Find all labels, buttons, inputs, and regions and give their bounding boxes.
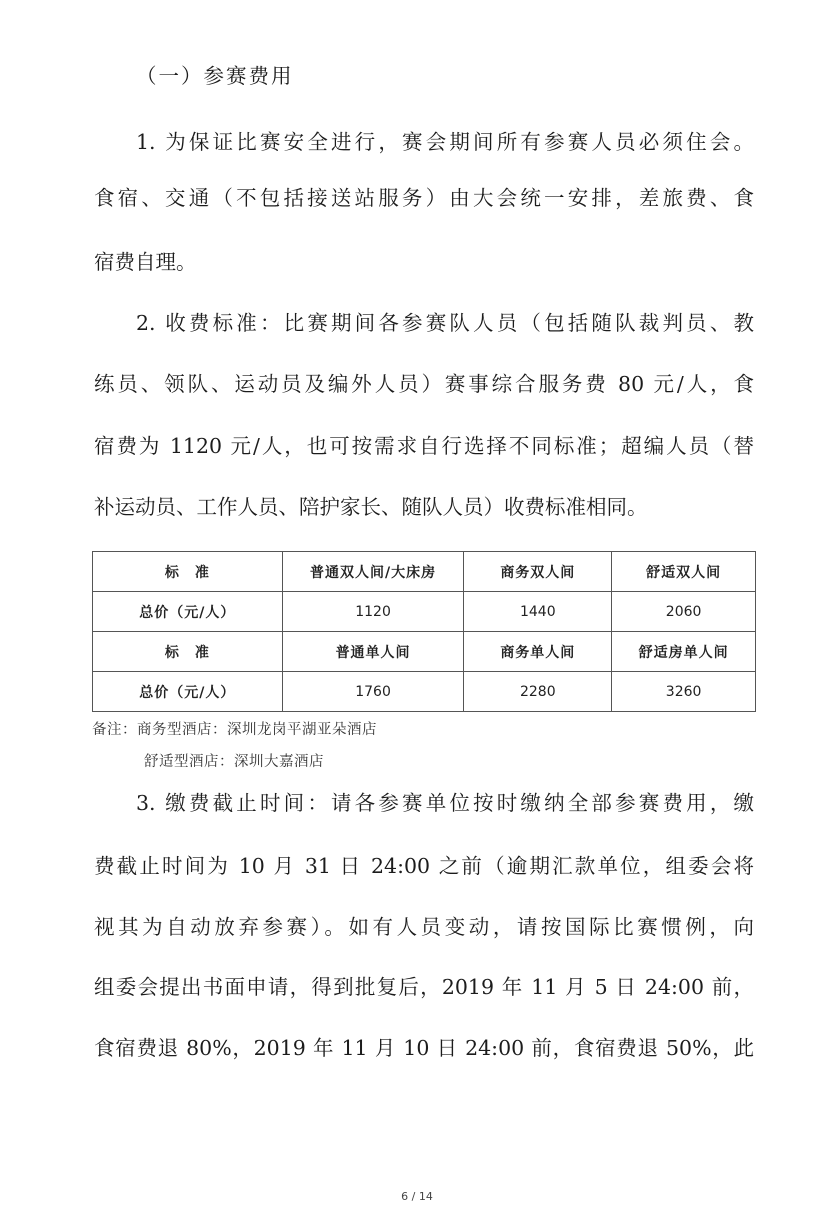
paragraph1-line: 1. 为保证比赛安全进行，赛会期间所有参赛人员必须住会。 [136,130,754,154]
paragraph2-line: 2. 收费标准：比赛期间各参赛队人员（包括随队裁判员、教 [136,311,754,335]
table-cell: 商务双人间 [464,552,612,592]
table-cell: 1440 [464,592,612,632]
hotel-note: 备注：商务型酒店：深圳龙岗平湖亚朵酒店 [92,722,377,738]
hotel-note: 舒适型酒店：深圳大嘉酒店 [144,754,324,770]
paragraph3-line: 费截止时间为 10 月 31 日 24:00 之前（逾期汇款单位，组委会将 [94,854,754,878]
table-row [93,592,756,632]
table-row [93,672,756,712]
table-cell: 总价（元/人） [93,672,283,712]
table-row [93,632,756,672]
table-cell: 普通单人间 [282,632,464,672]
table-cell: 1760 [282,672,464,712]
paragraph2-line: 练员、领队、运动员及编外人员）赛事综合服务费 80 元/人，食 [94,372,754,396]
table-row [93,552,756,592]
paragraph1-line: 宿费自理。 [94,250,197,274]
paragraph3-line: 3. 缴费截止时间：请各参赛单位按时缴纳全部参赛费用，缴 [136,791,754,815]
table-cell: 标 准 [93,632,283,672]
table-cell: 3260 [612,672,756,712]
paragraph3-line: 组委会提出书面申请，得到批复后，2019 年 11 月 5 日 24:00 前， [94,975,754,999]
table-cell: 总价（元/人） [93,592,283,632]
paragraph1-line: 食宿、交通（不包括接送站服务）由大会统一安排，差旅费、食 [94,186,754,210]
table-cell: 标 准 [93,552,283,592]
table-cell: 舒适房单人间 [612,632,756,672]
table-cell: 1120 [282,592,464,632]
page-number: 6 / 14 [401,1190,433,1203]
table-cell: 商务单人间 [464,632,612,672]
table-cell: 普通双人间/大床房 [282,552,464,592]
table-cell: 2060 [612,592,756,632]
paragraph2-line: 宿费为 1120 元/人，也可按需求自行选择不同标准；超编人员（替 [94,434,754,458]
paragraph3-line: 食宿费退 80%，2019 年 11 月 10 日 24:00 前，食宿费退 50%，此 [94,1036,754,1060]
paragraph2-line: 补运动员、工作人员、陪护家长、随队人员）收费标准相同。 [94,495,648,519]
fee-table [92,551,756,712]
section-heading: （一）参赛费用 [136,64,294,88]
table-cell: 舒适双人间 [612,552,756,592]
table-cell: 2280 [464,672,612,712]
paragraph3-line: 视其为自动放弃参赛）。如有人员变动，请按国际比赛惯例，向 [94,915,754,939]
